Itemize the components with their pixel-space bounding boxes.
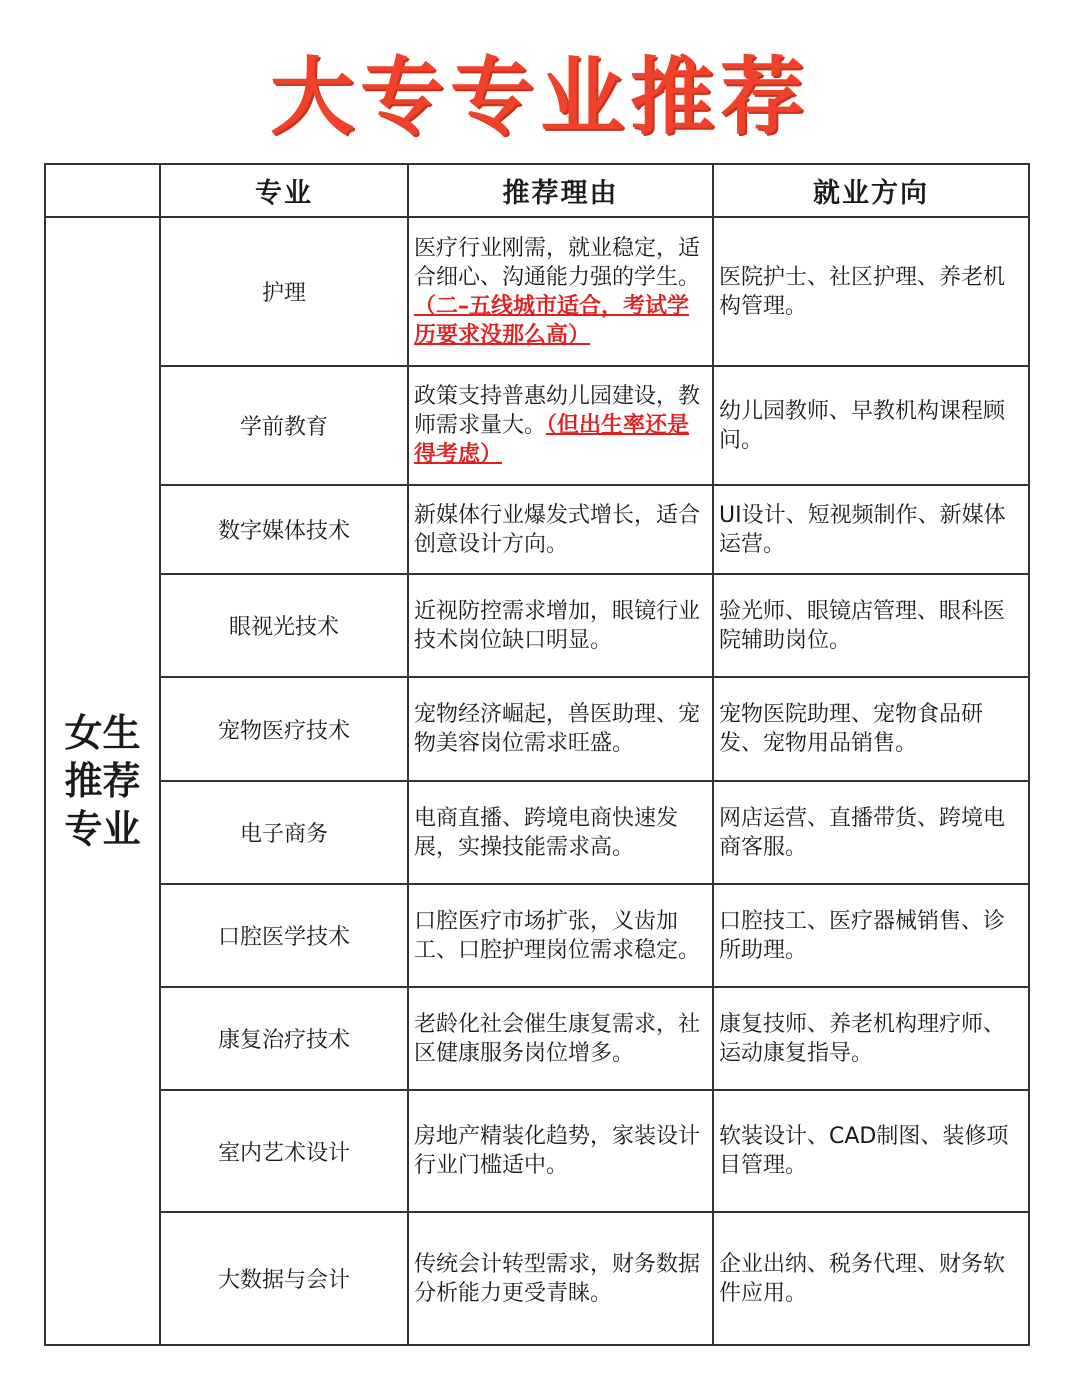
reason-cell xyxy=(408,1212,713,1345)
reason-text: 房地产精装化趋势，家装设计行业门槛适中。 xyxy=(414,1124,701,1178)
reason-text: 老龄化社会催生康复需求，社区健康服务岗位增多。 xyxy=(414,1011,701,1066)
career-text: 口腔技工、医疗器械销售、诊所助理。 xyxy=(713,884,1029,987)
reason-cell xyxy=(408,677,713,781)
reason-note: （但出生率还是得考虑） xyxy=(414,413,690,467)
table-row xyxy=(45,1212,1029,1345)
reason-text: 口腔医疗市场扩张，义齿加工、口腔护理岗位需求稳定。 xyxy=(414,908,701,963)
header-blank xyxy=(45,164,160,217)
career-text: 康复技师、养老机构理疗师、运动康复指导。 xyxy=(713,987,1029,1090)
reason-text: 政策支持普惠幼儿园建设，教师需求量大。 xyxy=(414,384,701,438)
reason-text: 医疗行业刚需，就业稳定，适合细心、沟通能力强的学生。 xyxy=(414,235,701,290)
major-name: 学前教育 xyxy=(160,366,408,485)
reason-cell xyxy=(408,781,713,884)
reason-note: （二–五线城市适合，考试学历要求没那么高） xyxy=(414,293,690,348)
reason-cell xyxy=(408,1090,713,1212)
major-name: 电子商务 xyxy=(160,781,408,884)
group-label-cell xyxy=(45,217,160,1345)
major-name: 室内艺术设计 xyxy=(160,1090,408,1212)
group-label: 女生推荐专业 xyxy=(64,710,141,851)
table-row xyxy=(45,884,1029,987)
major-name: 大数据与会计 xyxy=(160,1212,408,1345)
reason-text: 新媒体行业爆发式增长，适合创意设计方向。 xyxy=(414,502,701,557)
career-text: 幼儿园教师、早教机构课程顾问。 xyxy=(713,366,1029,485)
major-name: 康复治疗技术 xyxy=(160,987,408,1090)
table-row xyxy=(45,781,1029,884)
career-text: 企业出纳、税务代理、财务软件应用。 xyxy=(713,1212,1029,1345)
major-name: 护理 xyxy=(160,217,408,366)
career-text: 网店运营、直播带货、跨境电商客服。 xyxy=(713,781,1029,884)
table-row xyxy=(45,366,1029,485)
table-row xyxy=(45,1090,1029,1212)
reason-text: 传统会计转型需求，财务数据分析能力更受青睐。 xyxy=(414,1251,701,1306)
major-name: 眼视光技术 xyxy=(160,574,408,677)
career-text: 软装设计、CAD制图、装修项目管理。 xyxy=(713,1090,1029,1212)
table-row xyxy=(45,217,1029,366)
reason-cell xyxy=(408,485,713,574)
table-row xyxy=(45,574,1029,677)
career-text: UI设计、短视频制作、新媒体运营。 xyxy=(713,485,1029,574)
major-name: 口腔医学技术 xyxy=(160,884,408,987)
reason-cell xyxy=(408,574,713,677)
header-career: 就业方向 xyxy=(713,164,1029,217)
major-name: 宠物医疗技术 xyxy=(160,677,408,781)
reason-text: 宠物经济崛起，兽医助理、宠物美容岗位需求旺盛。 xyxy=(414,702,701,756)
reason-cell xyxy=(408,366,713,485)
reason-cell xyxy=(408,217,713,366)
table-body xyxy=(45,217,1029,1345)
header-reason: 推荐理由 xyxy=(408,164,713,217)
reason-cell xyxy=(408,884,713,987)
table-header-row xyxy=(45,164,1029,217)
reason-cell xyxy=(408,987,713,1090)
table-row xyxy=(45,987,1029,1090)
table-row xyxy=(45,485,1029,574)
major-name: 数字媒体技术 xyxy=(160,485,408,574)
page-title: 大专专业推荐 xyxy=(269,48,810,146)
header-major: 专业 xyxy=(160,164,408,217)
career-text: 验光师、眼镜店管理、眼科医院辅助岗位。 xyxy=(713,574,1029,677)
reason-text: 电商直播、跨境电商快速发展，实操技能需求高。 xyxy=(414,805,679,860)
reason-text: 近视防控需求增加，眼镜行业技术岗位缺口明显。 xyxy=(414,598,701,653)
table-row xyxy=(45,677,1029,781)
majors-table xyxy=(44,163,1030,1346)
career-text: 医院护士、社区护理、养老机构管理。 xyxy=(713,217,1029,366)
career-text: 宠物医院助理、宠物食品研发、宠物用品销售。 xyxy=(713,677,1029,781)
